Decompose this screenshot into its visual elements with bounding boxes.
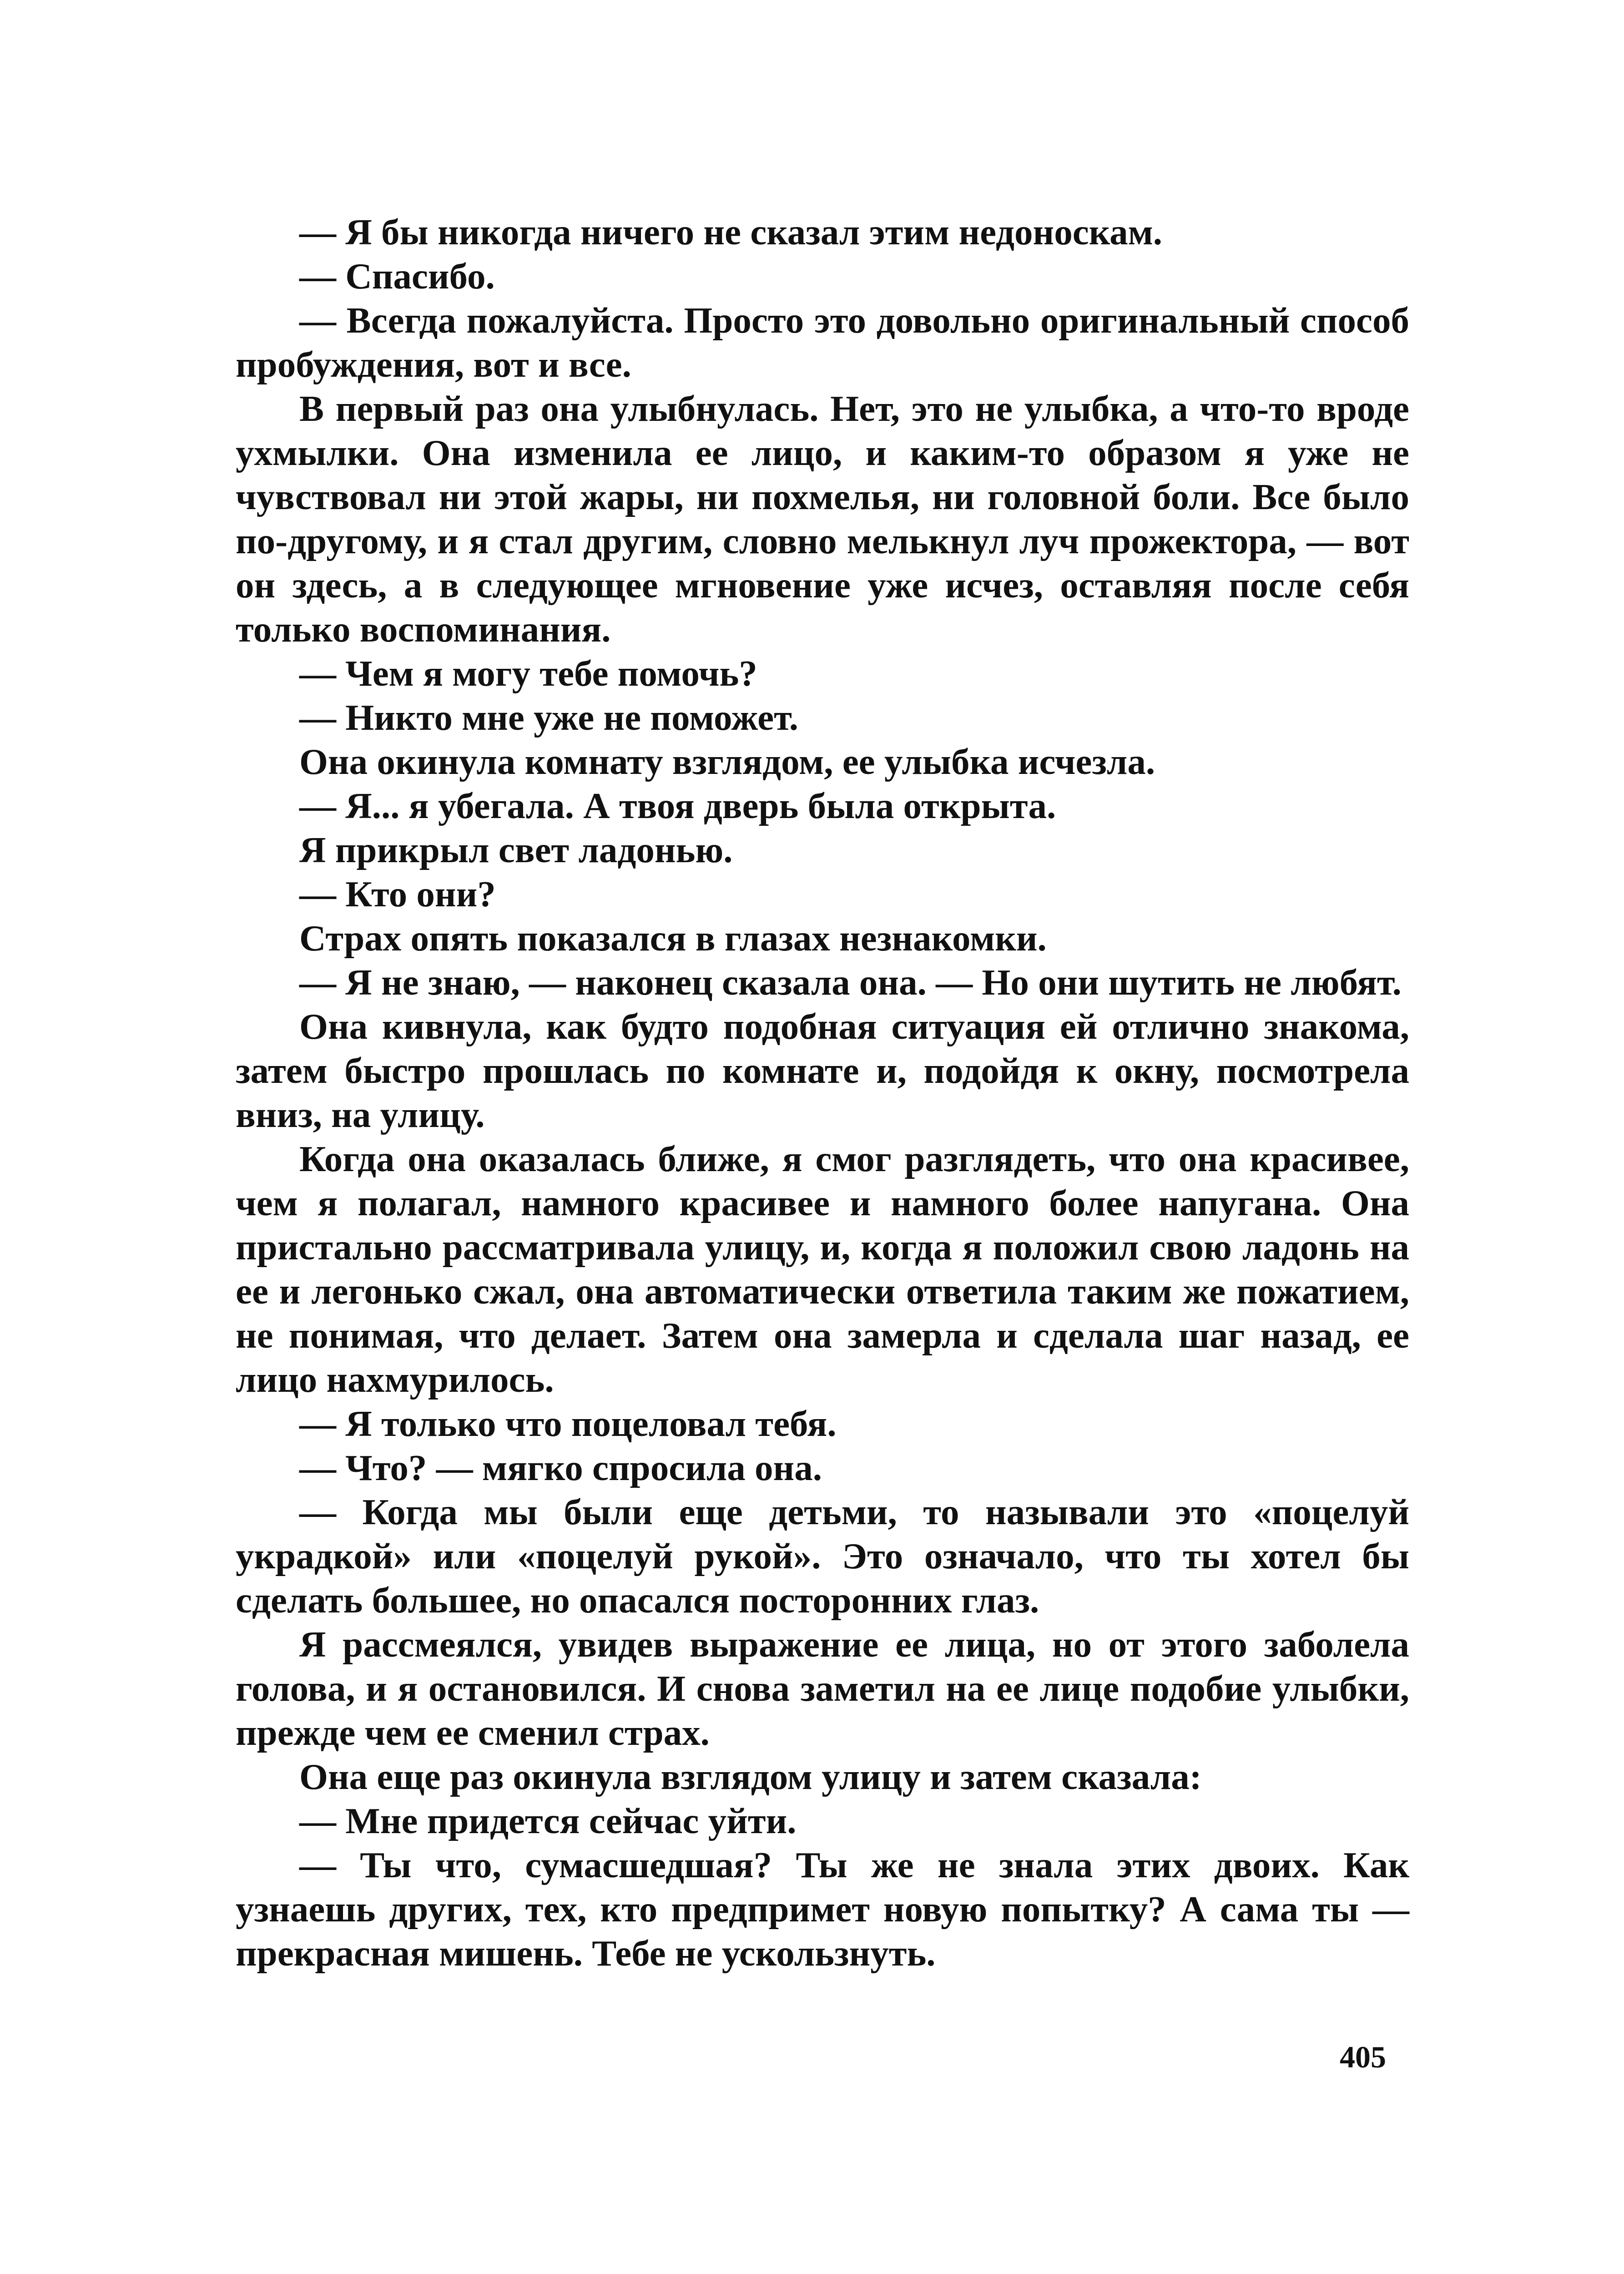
paragraph: — Всегда пожалуйста. Просто это довольно оригинальный способ пробуждения, вот и все. <box>236 300 1409 385</box>
paragraph: — Я только что поцеловал тебя. <box>299 1403 837 1444</box>
paragraph: Когда она оказалась ближе, я смог разглядеть, что она красивее, чем я полагал, намного красивее и намного более напугана. Она пристально рассматривала улицу, и, когда я положил свою ладонь на ее и легонько сжал, она автоматически ответила таким же пожатием, не понимая, что делает. Затем она замерла и сделала шаг назад, ее лицо нахмурилось. <box>236 1138 1409 1400</box>
paragraph: — Ты что, сумасшедшая? Ты же не знала этих двоих. Как узнаешь других, тех, кто предпримет новую попытку? А сама ты — прекрасная мишень. Тебе не ускользнуть. <box>236 1844 1409 1974</box>
paragraph: В первый раз она улыбнулась. Нет, это не улыбка, а что-то вроде ухмылки. Она изменила ее лицо, и каким-то образом я уже не чувствовал ни этой жары, ни похмелья, ни головной боли. Все было по-другому, и я стал другим, словно мелькнул луч прожектора, — вот он здесь, а в следующее мгновение уже исчез, оставляя после себя только воспоминания. <box>236 388 1409 650</box>
paragraph: — Я не знаю, — наконец сказала она. — Но они шутить не любят. <box>299 962 1402 1003</box>
paragraph: — Кто они? <box>299 874 496 915</box>
paragraph: — Я... я убегала. А твоя дверь была открыта. <box>299 785 1056 826</box>
paragraph: — Мне придется сейчас уйти. <box>299 1800 797 1841</box>
paragraph: Она еще раз окинула взглядом улицу и затем сказала: <box>299 1756 1202 1797</box>
paragraph: — Я бы никогда ничего не сказал этим недоноскам. <box>299 212 1163 253</box>
paragraph: — Что? — мягко спросила она. <box>299 1447 822 1488</box>
paragraph: Она кивнула, как будто подобная ситуация ей отлично знакома, затем быстро прошлась по комнате и, подойдя к окну, посмотрела вниз, на улицу. <box>236 1006 1409 1135</box>
paragraph: — Когда мы были еще детьми, то называли это «поцелуй украдкой» или «поцелуй рукой». Это означало, что ты хотел бы сделать большее, но опасался посторонних глаз. <box>236 1491 1409 1621</box>
paragraph: — Спасибо. <box>299 256 495 297</box>
paragraph: Она окинула комнату взглядом, ее улыбка исчезла. <box>299 741 1155 782</box>
paragraph: — Чем я могу тебе помочь? <box>299 653 757 694</box>
page-number: 405 <box>1340 2040 1386 2074</box>
paragraph: Я прикрыл свет ладонью. <box>299 829 733 870</box>
paragraph: Страх опять показался в глазах незнакомки. <box>299 918 1047 959</box>
body-text <box>236 210 1409 1976</box>
paragraph: Я рассмеялся, увидев выражение ее лица, но от этого заболела голова, и я остановился. И снова заметил на ее лице подобие улыбки, прежде чем ее сменил страх. <box>236 1624 1409 1753</box>
paragraph: — Никто мне уже не поможет. <box>299 697 799 738</box>
